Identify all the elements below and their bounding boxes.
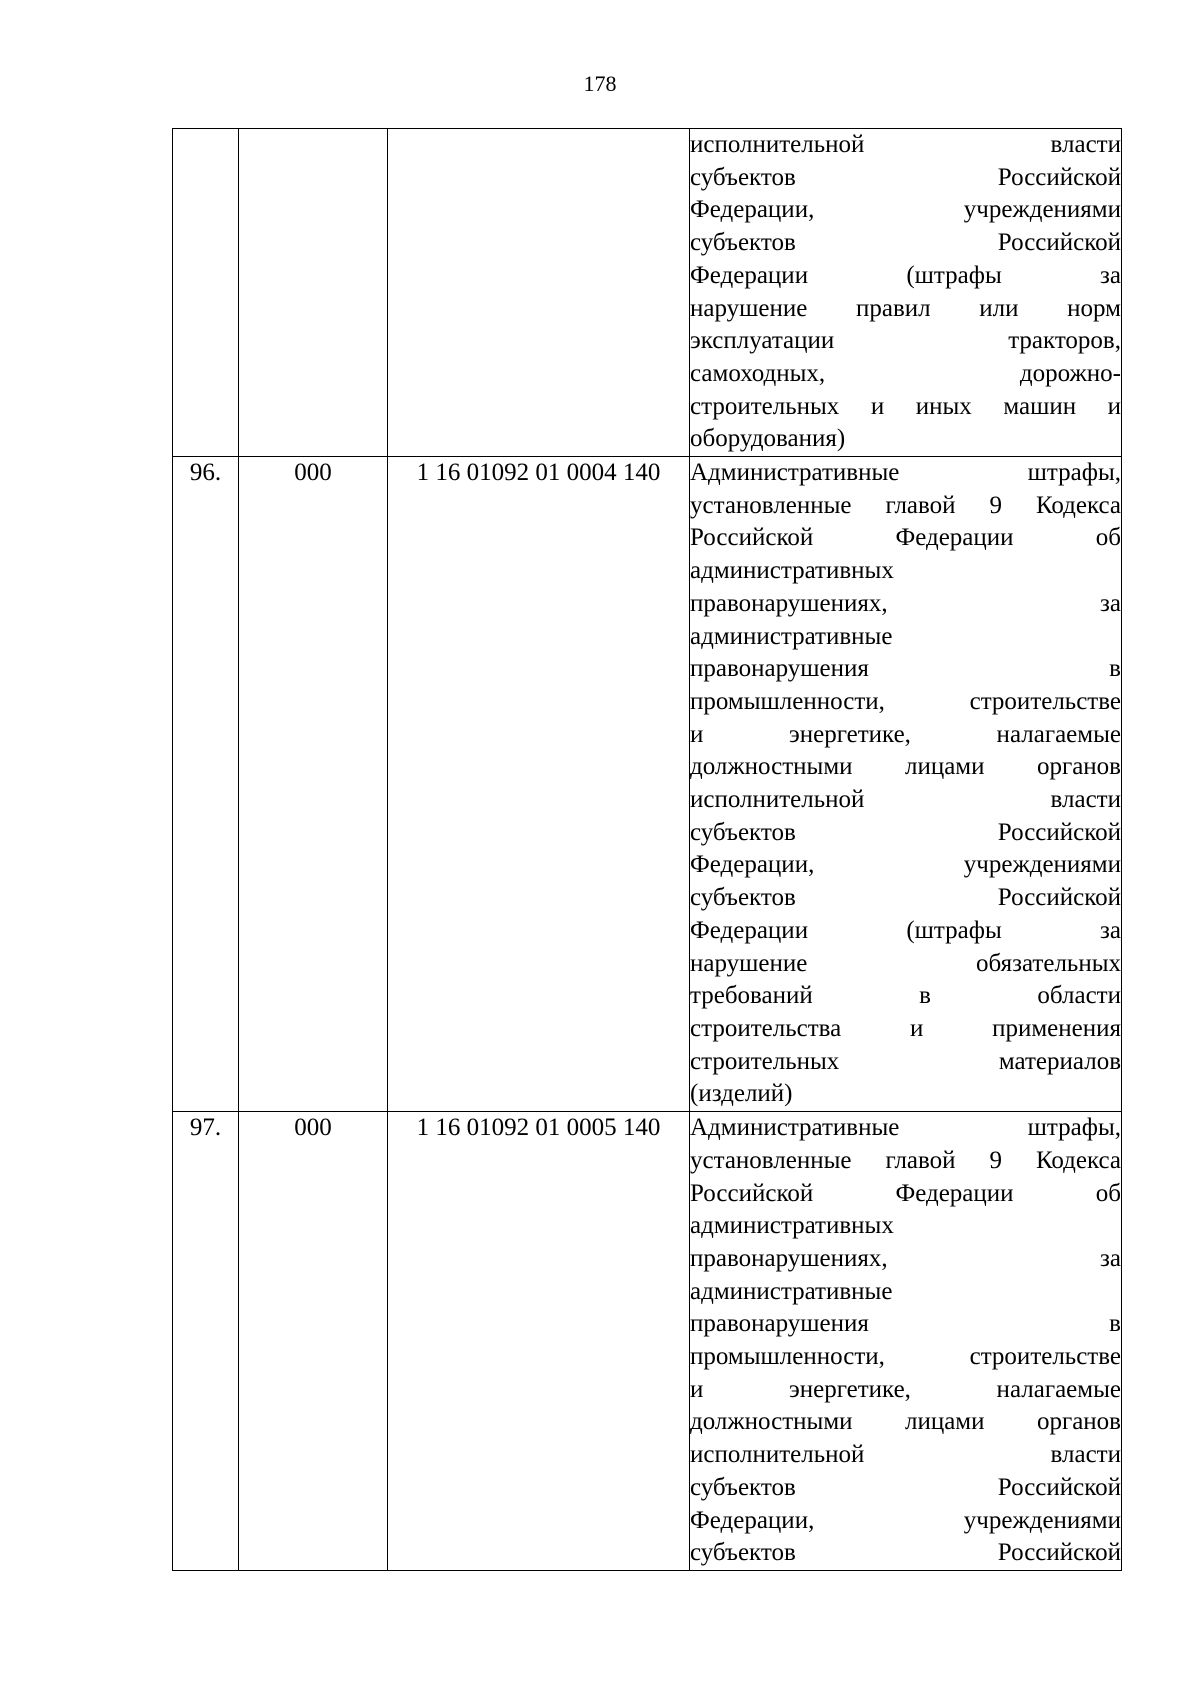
- row-number-cell: 97.: [173, 1112, 239, 1571]
- description-line: должностными лицами органов: [690, 1408, 1121, 1436]
- description-line: промышленности, строительстве: [690, 1343, 1121, 1371]
- admin-code-cell: [239, 129, 388, 457]
- description-line: строительных материалов: [690, 1047, 1121, 1075]
- description-line: самоходных, дорожно-: [690, 359, 1121, 387]
- row-number-cell: 96.: [173, 457, 239, 1112]
- description-line: Федерации (штрафы за: [690, 261, 1121, 289]
- description-line: Административные штрафы,: [690, 1114, 1121, 1142]
- description-line: субъектов Российской: [690, 884, 1121, 912]
- description-line: оборудования): [690, 425, 846, 453]
- description-line: должностными лицами органов: [690, 753, 1121, 781]
- description-line: субъектов Российской: [690, 818, 1121, 846]
- description-line: исполнительной власти: [690, 131, 1121, 158]
- description-line: субъектов Российской: [690, 1539, 1121, 1567]
- description-cell: [690, 129, 1122, 457]
- description-line: Административные штрафы,: [690, 459, 1121, 487]
- description-line: Федерации, учреждениями: [690, 851, 1121, 879]
- description-line: строительства и применения: [690, 1014, 1121, 1042]
- description-line: исполнительной власти: [690, 786, 1121, 814]
- row-number-cell: [173, 129, 239, 457]
- kbk-code-cell: 1 16 01092 01 0004 140: [388, 457, 690, 1112]
- admin-code-cell: 000: [239, 1112, 388, 1571]
- description-line: исполнительной власти: [690, 1441, 1121, 1469]
- description-cell: [690, 457, 1122, 1112]
- kbk-code-cell: 1 16 01092 01 0005 140: [388, 1112, 690, 1571]
- description-line: нарушение правил или норм: [690, 294, 1121, 322]
- description-line: (изделий): [690, 1080, 793, 1108]
- description-line: и энергетике, налагаемые: [690, 720, 1121, 748]
- description-line: правонарушениях, за: [690, 589, 1121, 617]
- description-line: Федерации (штрафы за: [690, 916, 1121, 944]
- description-line: административные: [690, 1277, 893, 1305]
- description-line: эксплуатации тракторов,: [690, 327, 1121, 355]
- description-line: Федерации, учреждениями: [690, 1506, 1121, 1534]
- admin-code-cell: 000: [239, 457, 388, 1112]
- income-codes-table: [172, 128, 1122, 1571]
- description-line: Российской Федерации об: [690, 1179, 1121, 1207]
- description-line: субъектов Российской: [690, 1473, 1121, 1501]
- description-line: установленные главой 9 Кодекса: [690, 1146, 1121, 1174]
- description-line: субъектов Российской: [690, 163, 1121, 191]
- description-line: правонарушения в: [690, 1310, 1121, 1338]
- description-line: Федерации, учреждениями: [690, 196, 1121, 224]
- kbk-code-cell: [388, 129, 690, 457]
- description-line: и энергетике, налагаемые: [690, 1375, 1121, 1403]
- description-line: требований в области: [690, 982, 1121, 1010]
- description-line: административные: [690, 622, 893, 650]
- table-row: [173, 129, 1122, 457]
- table-row: [173, 457, 1122, 1112]
- description-line: нарушение обязательных: [690, 949, 1121, 977]
- description-line: Российской Федерации об: [690, 524, 1121, 552]
- description-line: правонарушения в: [690, 655, 1121, 683]
- description-line: административных: [690, 1212, 894, 1240]
- description-line: субъектов Российской: [690, 229, 1121, 257]
- description-line: установленные главой 9 Кодекса: [690, 491, 1121, 519]
- description-line: правонарушениях, за: [690, 1244, 1121, 1272]
- page-number: 178: [583, 71, 617, 96]
- table-row: [173, 1112, 1122, 1571]
- description-line: строительных и иных машин и: [690, 392, 1121, 420]
- description-cell: [690, 1112, 1122, 1571]
- description-line: промышленности, строительстве: [690, 687, 1121, 715]
- description-line: административных: [690, 557, 894, 585]
